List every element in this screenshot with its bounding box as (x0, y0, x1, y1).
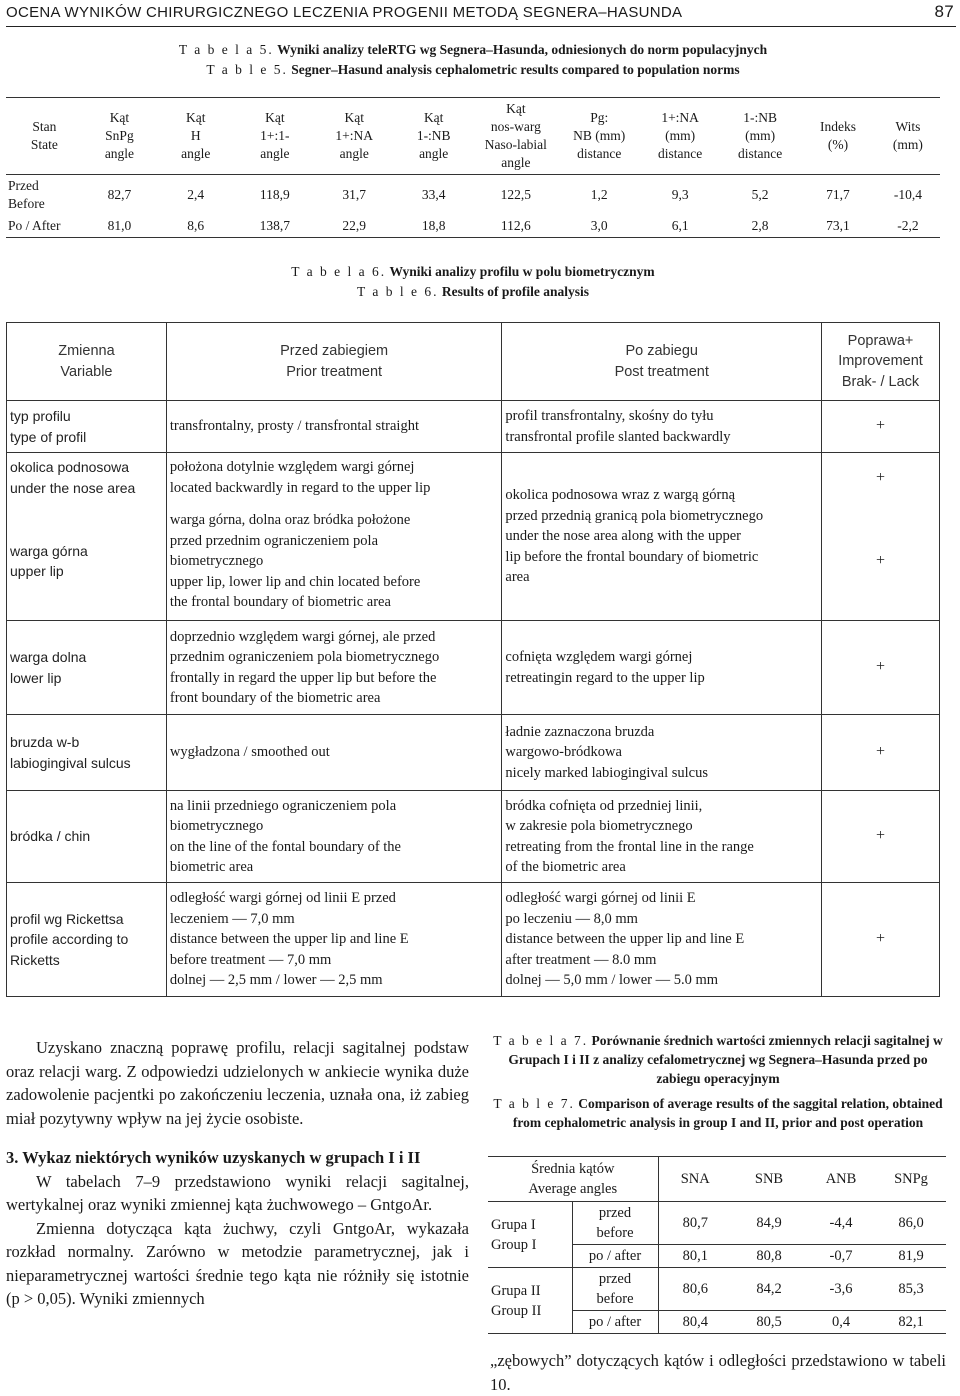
header-cell (473, 98, 558, 175)
header-line: (mm) (665, 128, 696, 143)
cell-line: dolnej — 2,5 mm / lower — 2,5 mm (169, 972, 383, 989)
post-cell (502, 401, 822, 453)
header-line: 1+:NA (335, 128, 374, 143)
cell-line: under the nose area (10, 479, 136, 496)
value-cell: 71,7 (826, 187, 850, 202)
value-cell: -10,4 (893, 187, 922, 202)
cell-line: położona dotylnie względem wargi górnej (169, 459, 415, 476)
table-row (488, 1202, 946, 1245)
cell-line: odległość wargi górnej od linii E (505, 890, 696, 907)
body-paragraph: Zmienna dotycząca kąta żuchwy, czyli GntgoAr, wykazała rozkład normalny. Zarówno w metodzie parametrycznej, jak i nieparametrycznej wartości średnie tego kąta nie różniły się istotnie (p > 0,05). Wyniki zmiennych (6, 1218, 469, 1308)
state-line: Przed (8, 178, 39, 193)
cell-line: transfrontalny, prosty / transfrontal straight (169, 418, 419, 435)
cell-line: na linii przedniego ograniczeniem pola (169, 797, 397, 814)
variable-cell (7, 883, 167, 997)
value-cell: 122,5 (500, 187, 532, 202)
cell-line: distance between the upper lip and line E (169, 931, 409, 948)
label-line: before (596, 1291, 634, 1307)
value-cell: 84,9 (732, 1202, 806, 1245)
value-cell: 80,5 (756, 1314, 782, 1330)
header-line: Indeks (819, 119, 856, 134)
body-paragraph: Uzyskano znaczną poprawę profilu, relacji sagitalnej podstaw oraz relacji warg. Z odpowiedzi udzielonych w ankiecie wynika duże zadowolenie pacjentki po zakończeniu leczenia, uznała ona, iż zabieg miał pozytywny wpływ na jej życie osobiste. (6, 1038, 469, 1128)
cell-line: profil transfrontalny, skośny do tyłu (505, 408, 714, 424)
header-cell (83, 98, 156, 175)
improvement-cell: + (822, 791, 940, 883)
header-line: Kąt (344, 110, 364, 125)
cell-line: biometrycznego (169, 818, 264, 834)
prior-cell (166, 503, 502, 621)
header-line: angle (419, 146, 449, 161)
prior-cell (166, 453, 502, 503)
page-number: 87 (934, 2, 954, 21)
header-line: Kąt (265, 110, 285, 125)
cell-line: frontally in regard the upper lip but before the (169, 669, 437, 686)
header-line: (mm) (892, 137, 923, 152)
header-cell: SNA (658, 1157, 732, 1202)
cell-line: of the biometric area (505, 859, 626, 875)
value-cell: 80,8 (756, 1248, 782, 1264)
body-paragraph: W tabelach 7–9 przedstawiono wyniki relacji sagitalnej, wertykalnej oraz wyniki zmiennej kąta żuchwowego – GntgoAr. (6, 1171, 469, 1214)
header-line: Kąt (423, 110, 444, 125)
cell-line: odległość wargi górnej od linii E przed (169, 890, 396, 907)
cell-line: doprzednio względem wargi górnej, ale przed (169, 628, 436, 645)
group-line: Group I (491, 1236, 537, 1253)
variable-cell (7, 715, 167, 791)
header-line: Kąt (185, 110, 206, 125)
cell-line: after treatment — 8.0 mm (505, 951, 657, 968)
table-row (7, 791, 940, 883)
header-line: Poprawa+ (847, 332, 914, 349)
post-cell (502, 883, 822, 997)
header-line: 1-:NB (743, 110, 777, 125)
cell-line: under the nose area along with the upper (505, 528, 741, 545)
body-paragraph: „zębowych” dotyczących kątów i odległości przedstawiono w tabeli 10. (490, 1351, 946, 1394)
cell-line: bródka cofnięta od przedniej linii, (505, 797, 703, 814)
header-line: angle (260, 146, 290, 161)
row-label-cell (572, 1268, 658, 1311)
header-line: Średnia kątów (531, 1161, 615, 1177)
header-line: State (30, 137, 58, 152)
header-line: Variable (60, 363, 113, 380)
value-cell: 82,1 (898, 1314, 924, 1330)
cell-line: warga górna, dolna oraz bródka położone (169, 512, 411, 528)
caption-text: Segner–Hasund analysis cephalometric results compared to population norms (291, 62, 740, 77)
table7-header-row (488, 1157, 946, 1202)
header-line: angle (501, 155, 531, 170)
value-cell: 31,7 (342, 187, 367, 202)
cell-line: transfrontal profile slanted backwardly (505, 428, 731, 445)
value-cell: 2,4 (187, 187, 205, 202)
value-cell: 81,0 (107, 218, 132, 233)
header-line: 1-:NB (416, 128, 451, 143)
table6 (6, 322, 940, 997)
header-line: 1+:NA (661, 110, 699, 125)
row-label-cell: po / after (572, 1311, 658, 1334)
cell-line: wygładzona / smoothed out (169, 744, 330, 761)
cell-line: bruzda w-b (10, 734, 80, 750)
cell-line: dolnej — 5,0 mm / lower — 5.0 mm (505, 972, 719, 989)
header-cell (558, 98, 640, 175)
header-line: SnPg (105, 128, 134, 143)
prior-cell (166, 791, 502, 883)
cell-line: przed przednim ograniczeniem pola (169, 532, 378, 549)
header-cell (822, 323, 940, 401)
caption-prefix: T a b l e 5. (206, 62, 288, 77)
header-cell (156, 98, 235, 175)
variable-cell (7, 791, 167, 883)
cell-line: before treatment — 7,0 mm (169, 951, 332, 968)
caption-prefix: T a b l e 7. (493, 1096, 575, 1111)
prior-cell (166, 715, 502, 791)
cell-line: biometrycznego (169, 553, 264, 569)
cell-line: po leczeniu — 8,0 mm (505, 910, 638, 927)
cell-line: w zakresie pola biometrycznego (505, 818, 693, 834)
header-cell: ANB (825, 1171, 857, 1187)
header-line: Post treatment (614, 363, 709, 380)
cell-line: upper lip (10, 563, 64, 580)
improvement-cell: + (822, 715, 940, 791)
state-cell (6, 175, 83, 216)
post-cell (502, 715, 822, 791)
cell-line: retreating from the frontal line in the range (505, 838, 754, 855)
cell-line: przed przednią granicą pola biometrycznego (505, 507, 764, 524)
caption-text: Wyniki analizy profilu w polu biometrycznym (389, 264, 655, 279)
header-line: Average angles (528, 1181, 618, 1197)
body-left-column (6, 1036, 469, 1311)
value-cell: 81,9 (898, 1248, 924, 1264)
caption-prefix: T a b e l a 5. (178, 42, 274, 57)
value-cell: 33,4 (421, 187, 446, 202)
group-cell (488, 1202, 572, 1268)
cell-line: labiogingival sulcus (10, 754, 131, 771)
header-line: Improvement (838, 353, 923, 370)
caption-prefix: T a b l e 6. (356, 284, 439, 299)
header-cell (876, 98, 940, 175)
prior-cell (166, 883, 502, 997)
variable-cell (7, 453, 167, 503)
label-line: przed (598, 1271, 632, 1287)
caption-text: Results of profile analysis (441, 284, 589, 299)
cell-line: type of profil (10, 428, 87, 445)
cell-line: Ricketts (10, 951, 60, 968)
state-line: Before (8, 196, 45, 211)
cell-line: cofnięta względem wargi górnej (505, 649, 693, 665)
value-cell: 2,8 (751, 218, 769, 233)
value-cell: -3,6 (806, 1268, 876, 1311)
value-cell: 0,4 (831, 1314, 851, 1330)
cell-line: upper lip, lower lip and chin located before (169, 573, 421, 590)
prior-cell (166, 401, 502, 453)
group-line: Grupa I (491, 1216, 536, 1233)
header-line: NB (mm) (573, 128, 626, 143)
value-cell: 118,9 (259, 187, 290, 202)
header-line: Kąt (506, 101, 526, 116)
header-line: angle (181, 146, 211, 161)
value-cell: 138,7 (259, 218, 291, 233)
post-cell (502, 791, 822, 883)
table5 (6, 97, 940, 238)
improvement-cell: + (822, 883, 940, 997)
value-cell: 8,6 (187, 218, 205, 233)
cell-line: wargowo-bródkowa (505, 744, 622, 761)
header-cell (394, 98, 473, 175)
caption-text: Porównanie średnich wartości zmiennych relacji sagitalnej w Grupach I i II z analizy cefalometrycznej wg Segnera–Hasunda przed po zabiegu operacyjnym (508, 1033, 943, 1086)
header-cell: SNPg (894, 1171, 928, 1187)
value-cell: 18,8 (421, 218, 446, 233)
cell-line: profil wg Rickettsa (10, 910, 124, 927)
header-line: Po zabiegu (625, 343, 698, 359)
value-cell: 3,0 (590, 218, 608, 233)
running-header (6, 2, 956, 27)
cell-line: located backwardly in regard to the upper lip (169, 479, 431, 496)
header-line: Wits (895, 119, 921, 134)
table-row (7, 883, 940, 997)
table-row (7, 453, 940, 503)
cell-line: warga górna (10, 542, 88, 559)
header-cell (640, 98, 720, 175)
header-cell (166, 323, 502, 401)
table6-header-row (7, 323, 940, 401)
header-line: Przed zabiegiem (280, 343, 389, 359)
cell-line: warga dolna (10, 649, 87, 665)
header-line: Stan (32, 119, 57, 134)
header-cell (800, 98, 876, 175)
cell-line: lower lip (10, 669, 62, 686)
section-heading: 3. Wykaz niektórych wyników uzyskanych w grupach I i II (6, 1148, 421, 1167)
cell-line: leczeniem — 7,0 mm (169, 910, 295, 927)
header-cell (502, 323, 822, 401)
header-line: H (190, 128, 201, 143)
cell-line: typ profilu (10, 408, 71, 424)
caption-prefix: T a b e l a 7. (493, 1033, 589, 1048)
header-cell (6, 98, 83, 175)
caption-text: Comparison of average results of the saggital relation, obtained from cephalometric analysis in group I and II, prior and post operation (512, 1096, 943, 1130)
header-line: Brak- / Lack (841, 373, 920, 390)
caption-prefix: T a b e l a 6. (291, 264, 387, 279)
header-line: distance (738, 146, 783, 161)
value-cell: 6,1 (671, 218, 689, 233)
value-cell: 9,3 (671, 187, 689, 202)
header-line: nos-warg (490, 119, 541, 134)
cell-line: okolica podnosowa (10, 459, 130, 476)
table6-caption (6, 262, 940, 302)
table-row (6, 215, 940, 238)
header-line: distance (577, 146, 622, 161)
table7 (488, 1156, 946, 1334)
value-cell: 80,6 (658, 1268, 732, 1311)
table-row (7, 715, 940, 791)
table5-caption (6, 40, 940, 80)
cell-line: front boundary of the biometric area (169, 690, 381, 706)
variable-cell (7, 621, 167, 715)
cell-line: on the line of the fontal boundary of the (169, 838, 401, 855)
label-line: before (596, 1225, 634, 1241)
value-cell: -4,4 (806, 1202, 876, 1245)
value-cell: 85,3 (876, 1268, 946, 1311)
value-cell: 80,7 (658, 1202, 732, 1245)
header-line: Pg: (590, 110, 609, 125)
table-row (7, 621, 940, 715)
running-title: OCENA WYNIKÓW CHIRURGICZNEGO LECZENIA PROGENII METODĄ SEGNERA–HASUNDA (6, 4, 683, 21)
header-line: distance (658, 146, 703, 161)
cell-line: the frontal boundary of biometric area (169, 594, 391, 610)
improvement-cell: + (822, 453, 940, 503)
row-label-cell (572, 1202, 658, 1245)
cell-line: bródka / chin (10, 828, 91, 845)
header-cell (235, 98, 314, 175)
cell-line: ładnie zaznaczona bruzda (505, 723, 655, 740)
cell-line: okolica podnosowa wraz z wargą górną (505, 487, 736, 504)
value-cell: 84,2 (732, 1268, 806, 1311)
value-cell: 5,2 (751, 187, 769, 202)
table-row (7, 401, 940, 453)
header-line: 1+:1- (260, 128, 290, 143)
group-line: Group II (491, 1302, 542, 1319)
group-cell (488, 1268, 572, 1334)
post-cell-merged (502, 453, 822, 621)
header-line: angle (104, 146, 135, 161)
value-cell: 112,6 (500, 218, 531, 233)
header-line: Kąt (109, 110, 130, 125)
table-row (6, 175, 940, 216)
value-cell: 1,2 (590, 187, 608, 202)
cell-line: profile according to (10, 931, 129, 948)
header-line: (%) (827, 137, 849, 152)
improvement-cell: + (822, 503, 940, 621)
variable-cell (7, 401, 167, 453)
table5-header-row (6, 98, 940, 175)
caption-text: Wyniki analizy teleRTG wg Segnera–Hasunda, odniesionych do norm populacyjnych (277, 42, 768, 57)
header-line: Prior treatment (286, 363, 383, 380)
value-cell: -2,2 (897, 218, 919, 233)
header-cell (720, 98, 800, 175)
cell-line: przednim ograniczeniem pola biometrycznego (169, 649, 440, 665)
header-cell: SNB (754, 1171, 784, 1187)
cell-line: distance between the upper lip and line E (505, 931, 745, 948)
header-cell (7, 323, 167, 401)
body-right-column (490, 1349, 946, 1396)
header-cell (314, 98, 394, 175)
cell-line: retreatingin regard to the upper lip (505, 669, 705, 686)
header-line: (mm) (745, 128, 776, 143)
value-cell: 73,1 (826, 218, 850, 233)
improvement-cell: + (822, 621, 940, 715)
improvement-cell: + (822, 401, 940, 453)
value-cell: 82,7 (107, 187, 132, 202)
cell-line: biometric area (169, 859, 254, 875)
value-cell: 86,0 (876, 1202, 946, 1245)
state-cell: Po / After (8, 218, 61, 233)
cell-line: area (505, 569, 530, 586)
variable-cell (7, 503, 167, 621)
cell-line: nicely marked labiogingival sulcus (505, 764, 708, 781)
value-cell: -0,7 (829, 1248, 853, 1264)
header-line: Zmienna (58, 343, 115, 359)
table-row (488, 1268, 946, 1311)
table7-caption (490, 1031, 946, 1132)
value-cell: 80,1 (658, 1245, 732, 1268)
cell-line: lip before the frontal boundary of biometric (505, 548, 759, 565)
post-cell (502, 621, 822, 715)
label-line: przed (598, 1205, 632, 1221)
header-line: angle (339, 146, 369, 161)
corner-cell (488, 1157, 658, 1202)
prior-cell (166, 621, 502, 715)
value-cell: 22,9 (342, 218, 367, 233)
group-line: Grupa II (491, 1282, 541, 1299)
header-line: Naso-labial (484, 137, 547, 152)
row-label-cell: po / after (572, 1245, 658, 1268)
value-cell: 80,4 (658, 1311, 732, 1334)
